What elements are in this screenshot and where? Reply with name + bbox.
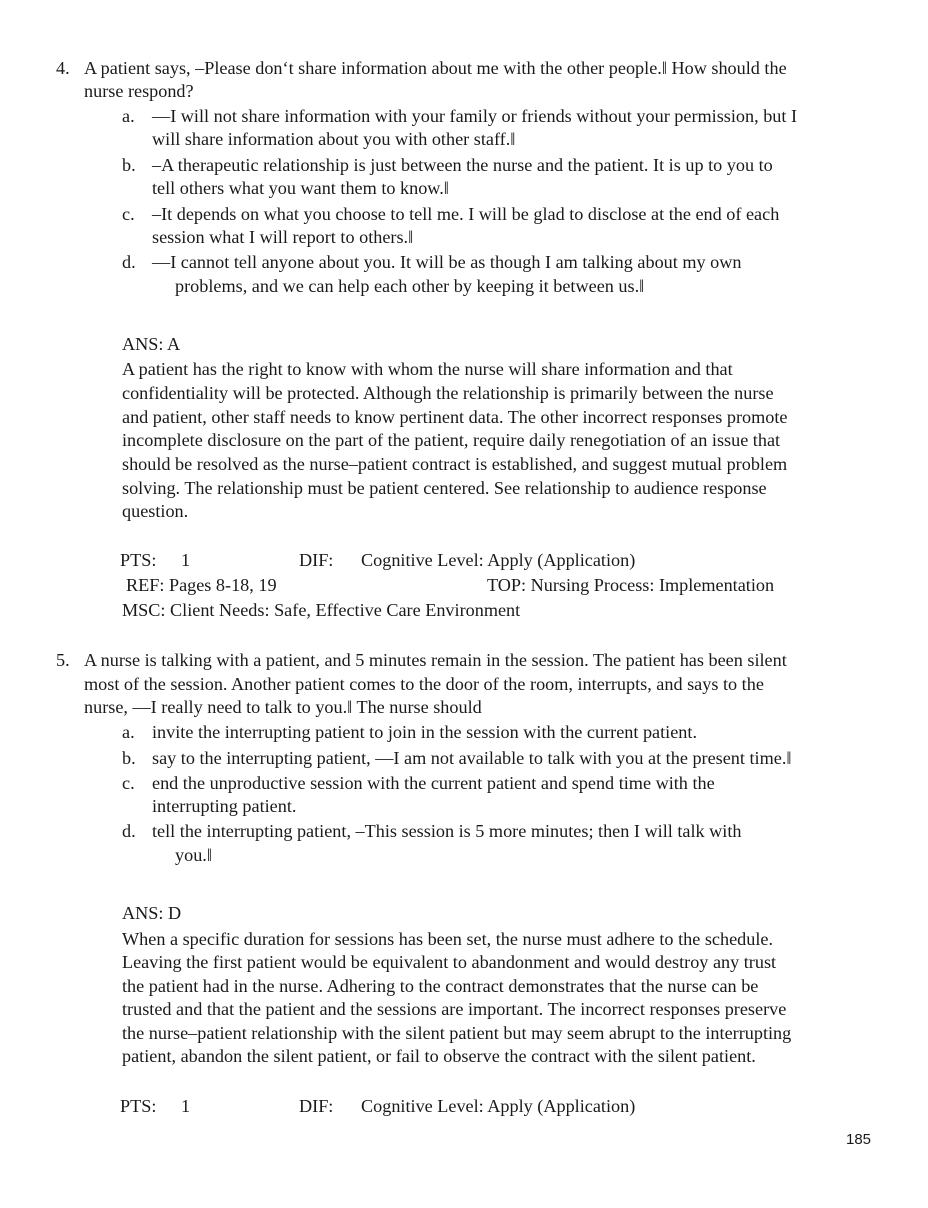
topic-info: TOP: Nursing Process: Implementation <box>487 575 775 595</box>
dif-label: DIF: <box>299 550 334 570</box>
option-label-d: d. <box>122 821 136 841</box>
question-stem-line: nurse, —I really need to talk to you.‖ The nurse should <box>84 697 482 717</box>
option-a-text: will share information about you with other staff.‖ <box>152 129 516 149</box>
rationale-line: should be resolved as the nurse–patient contract is established, and suggest mutual problem <box>122 454 788 474</box>
option-c-text: –It depends on what you choose to tell me. I will be glad to disclose at the end of each <box>152 204 780 224</box>
rationale-line: and patient, other staff needs to know pertinent data. The other incorrect responses promote <box>122 407 788 427</box>
rationale-line: question. <box>122 501 189 521</box>
answer-key: ANS: D <box>122 903 182 923</box>
option-d-text: tell the interrupting patient, –This session is 5 more minutes; then I will talk with <box>152 821 742 841</box>
option-label-a: a. <box>122 722 135 742</box>
option-c-text: end the unproductive session with the current patient and spend time with the <box>152 773 715 793</box>
rationale-line: the patient had in the nurse. Adhering to the contract demonstrates that the nurse can be <box>122 976 759 996</box>
option-c-text: interrupting patient. <box>152 796 297 816</box>
option-label-b: b. <box>122 748 136 768</box>
question-number: 4. <box>56 58 70 78</box>
option-b-text: say to the interrupting patient, —I am not available to talk with you at the present time.‖ <box>152 748 792 768</box>
pts-label: PTS: <box>120 550 157 570</box>
option-a-text: —I will not share information with your family or friends without your permission, but I <box>152 106 798 126</box>
rationale-line: A patient has the right to know with whom the nurse will share information and that <box>122 359 733 379</box>
rationale-line: confidentiality will be protected. Although the relationship is primarily between the nurse <box>122 383 774 403</box>
question-stem-line: most of the session. Another patient comes to the door of the room, interrupts, and says to the <box>84 674 764 694</box>
option-label-b: b. <box>122 155 136 175</box>
option-d-text: —I cannot tell anyone about you. It will be as though I am talking about my own <box>152 252 742 272</box>
rationale-line: patient, abandon the silent patient, or fail to observe the contract with the silent patient. <box>122 1046 756 1066</box>
option-d-text: you.‖ <box>175 845 212 865</box>
rationale-line: the nurse–patient relationship with the silent patient but may seem abrupt to the interrupting <box>122 1023 792 1043</box>
option-d-text: problems, and we can help each other by keeping it between us.‖ <box>175 276 645 296</box>
option-label-c: c. <box>122 204 135 224</box>
question-number: 5. <box>56 650 70 670</box>
pts-value: 1 <box>181 550 191 570</box>
question-stem-line: nurse respond? <box>84 81 194 101</box>
ref-info: REF: Pages 8-18, 19 <box>126 575 277 595</box>
rationale-line: trusted and that the patient and the sessions are important. The incorrect responses preserve <box>122 999 787 1019</box>
dif-value: Cognitive Level: Apply (Application) <box>361 1096 636 1116</box>
option-b-text: tell others what you want them to know.‖ <box>152 178 449 198</box>
pts-label: PTS: <box>120 1096 157 1116</box>
msc-info: MSC: Client Needs: Safe, Effective Care Environment <box>122 600 521 620</box>
rationale-line: When a specific duration for sessions has been set, the nurse must adhere to the schedule. <box>122 929 774 949</box>
page-number: 185 <box>846 1131 872 1148</box>
pts-value: 1 <box>181 1096 191 1116</box>
question-stem-line: A patient says, –Please don‘t share information about me with the other people.‖ How should the <box>84 58 787 78</box>
option-c-text: session what I will report to others.‖ <box>152 227 414 247</box>
option-label-d: d. <box>122 252 136 272</box>
rationale-line: Leaving the first patient would be equivalent to abandonment and would destroy any trust <box>122 952 777 972</box>
dif-label: DIF: <box>299 1096 334 1116</box>
rationale-line: incomplete disclosure on the part of the patient, require daily renegotiation of an issue that <box>122 430 781 450</box>
dif-value: Cognitive Level: Apply (Application) <box>361 550 636 570</box>
question-stem-line: A nurse is talking with a patient, and 5 minutes remain in the session. The patient has been silent <box>84 650 787 670</box>
option-a-text: invite the interrupting patient to join in the session with the current patient. <box>152 722 698 742</box>
option-label-a: a. <box>122 106 135 126</box>
rationale-line: solving. The relationship must be patient centered. See relationship to audience response <box>122 478 767 498</box>
answer-key: ANS: A <box>122 334 181 354</box>
option-b-text: –A therapeutic relationship is just between the nurse and the patient. It is up to you to <box>152 155 773 175</box>
option-label-c: c. <box>122 773 135 793</box>
